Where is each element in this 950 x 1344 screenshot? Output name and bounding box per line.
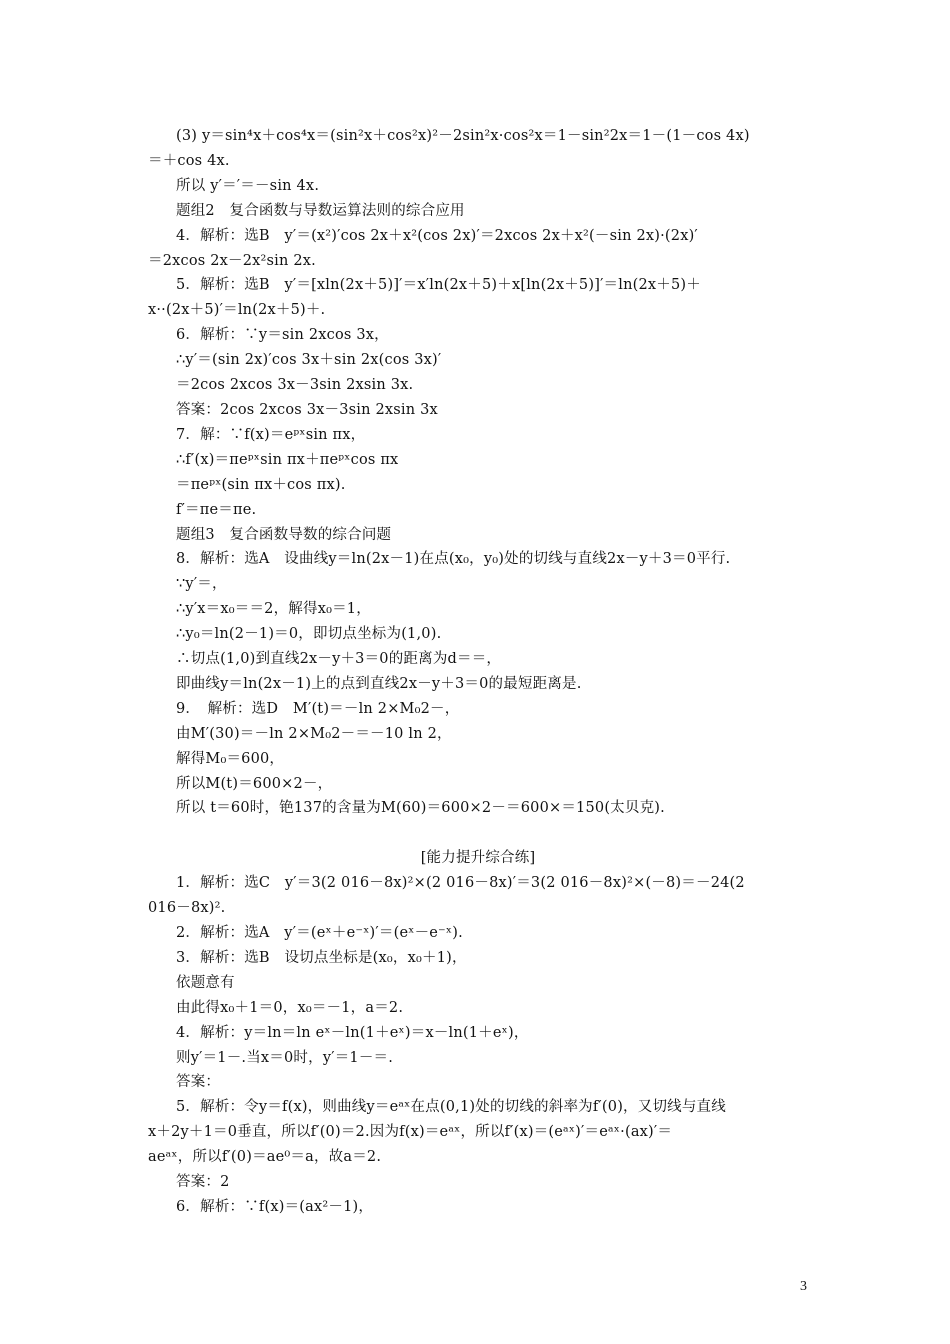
text-line: 题组3 复合函数导数的综合问题 bbox=[176, 526, 392, 543]
text-line: 所以 t＝60时，铯137的含量为M(60)＝600×2－＝600×＝150(太贝克). bbox=[176, 800, 665, 817]
text-line: f′＝πe＝πe. bbox=[176, 501, 257, 518]
text-line: ＝＋cos 4x. bbox=[148, 152, 230, 169]
text-line: 即曲线y＝ln(2x－1)上的点到直线2x－y＋3＝0的最短距离是. bbox=[176, 675, 582, 692]
text-line: ∴切点(1,0)到直线2x－y＋3＝0的距离为d＝＝， bbox=[176, 651, 502, 668]
text-line: ＝πeᵖˣ(sin πx＋cos πx). bbox=[176, 476, 346, 493]
text-line: x＋2y＋1＝0垂直，所以f′(0)＝2.因为f(x)＝eᵃˣ，所以f′(x)＝(eᵃˣ)′＝eᵃˣ·(ax)′＝ bbox=[148, 1124, 673, 1141]
text-line: ∵y′＝， bbox=[176, 576, 227, 593]
text-line: 所以 y′＝′＝－sin 4x. bbox=[176, 177, 320, 194]
text-line: 答案：2 bbox=[176, 1174, 230, 1191]
text-line: ＝2xcos 2x－2x²sin 2x. bbox=[148, 252, 316, 269]
text-line: 6．解析：∵y＝sin 2xcos 3x， bbox=[176, 327, 389, 344]
document-body bbox=[148, 124, 808, 1220]
text-line: 8．解析：选A 设曲线y＝ln(2x－1)在点(x₀，y₀)处的切线与直线2x－y＋3＝0平行. bbox=[176, 551, 731, 568]
text-line: 则y′＝1－.当x＝0时，y′＝1－＝. bbox=[176, 1049, 394, 1066]
section-heading: [能力提升综合练] bbox=[420, 850, 536, 867]
text-line: 3．解析：选B 设切点坐标是(x₀，x₀＋1)， bbox=[176, 949, 467, 966]
text-line: 5．解析：令y＝f(x)，则曲线y＝eᵃˣ在点(0,1)处的切线的斜率为f′(0)，又切线与直线 bbox=[176, 1099, 726, 1116]
text-line: ∴f′(x)＝πeᵖˣsin πx＋πeᵖˣcos πx bbox=[176, 451, 399, 468]
text-line: 7．解：∵f(x)＝eᵖˣsin πx， bbox=[176, 426, 366, 443]
text-line: 6．解析：∵f(x)＝(ax²－1)， bbox=[176, 1198, 374, 1215]
page-number: 3 bbox=[800, 1279, 807, 1294]
text-line: (3) y＝sin⁴x＋cos⁴x＝(sin²x＋cos²x)²－2sin²x·cos²x＝1－sin²2x＝1－(1－cos 4x) bbox=[176, 128, 750, 144]
text-line: 解得M₀＝600， bbox=[176, 750, 285, 767]
text-line: ∴y′＝(sin 2x)′cos 3x＋sin 2x(cos 3x)′ bbox=[176, 352, 442, 369]
text-line: 由此得x₀＋1＝0，x₀＝－1，a＝2. bbox=[176, 999, 404, 1016]
text-line: 依题意有 bbox=[176, 974, 235, 991]
blank-line bbox=[148, 821, 808, 846]
text-line: ＝2cos 2xcos 3x－3sin 2xsin 3x. bbox=[176, 377, 414, 394]
text-line: 1．解析：选C y′＝3(2 016－8x)²×(2 016－8x)′＝3(2 016－8x)²×(－8)＝－24(2 bbox=[176, 875, 745, 892]
text-line: 9． 解析：选D M′(t)＝－ln 2×M₀2－， bbox=[176, 700, 460, 717]
text-line: ∴y₀＝ln(2－1)＝0，即切点坐标为(1,0). bbox=[176, 626, 442, 643]
text-line: aeᵃˣ，所以f′(0)＝ae⁰＝a，故a＝2. bbox=[148, 1149, 382, 1166]
text-line: 答案： bbox=[176, 1074, 221, 1091]
text-line: 016－8x)². bbox=[148, 900, 226, 917]
text-line: ∴y′x＝x₀＝＝2，解得x₀＝1， bbox=[176, 601, 371, 618]
text-line: 4．解析：选B y′＝(x²)′cos 2x＋x²(cos 2x)′＝2xcos 2x＋x²(－sin 2x)·(2x)′ bbox=[176, 227, 698, 244]
text-line: 5．解析：选B y′＝[xln(2x＋5)]′＝x′ln(2x＋5)＋x[ln(2x＋5)]′＝ln(2x＋5)＋ bbox=[176, 277, 701, 294]
text-line: 答案：2cos 2xcos 3x－3sin 2xsin 3x bbox=[176, 401, 438, 418]
text-line: 由M′(30)＝－ln 2×M₀2－＝－10 ln 2， bbox=[176, 725, 452, 742]
text-line: 所以M(t)＝600×2－， bbox=[176, 775, 333, 792]
text-line: 2．解析：选A y′＝(eˣ＋e⁻ˣ)′＝(eˣ－e⁻ˣ). bbox=[176, 924, 463, 941]
text-line: 4．解析：y＝ln＝ln eˣ－ln(1＋eˣ)＝x－ln(1＋eˣ)， bbox=[176, 1024, 529, 1041]
text-line: 题组2 复合函数与导数运算法则的综合应用 bbox=[176, 202, 465, 219]
text-line: x··(2x＋5)′＝ln(2x＋5)＋. bbox=[148, 302, 326, 319]
